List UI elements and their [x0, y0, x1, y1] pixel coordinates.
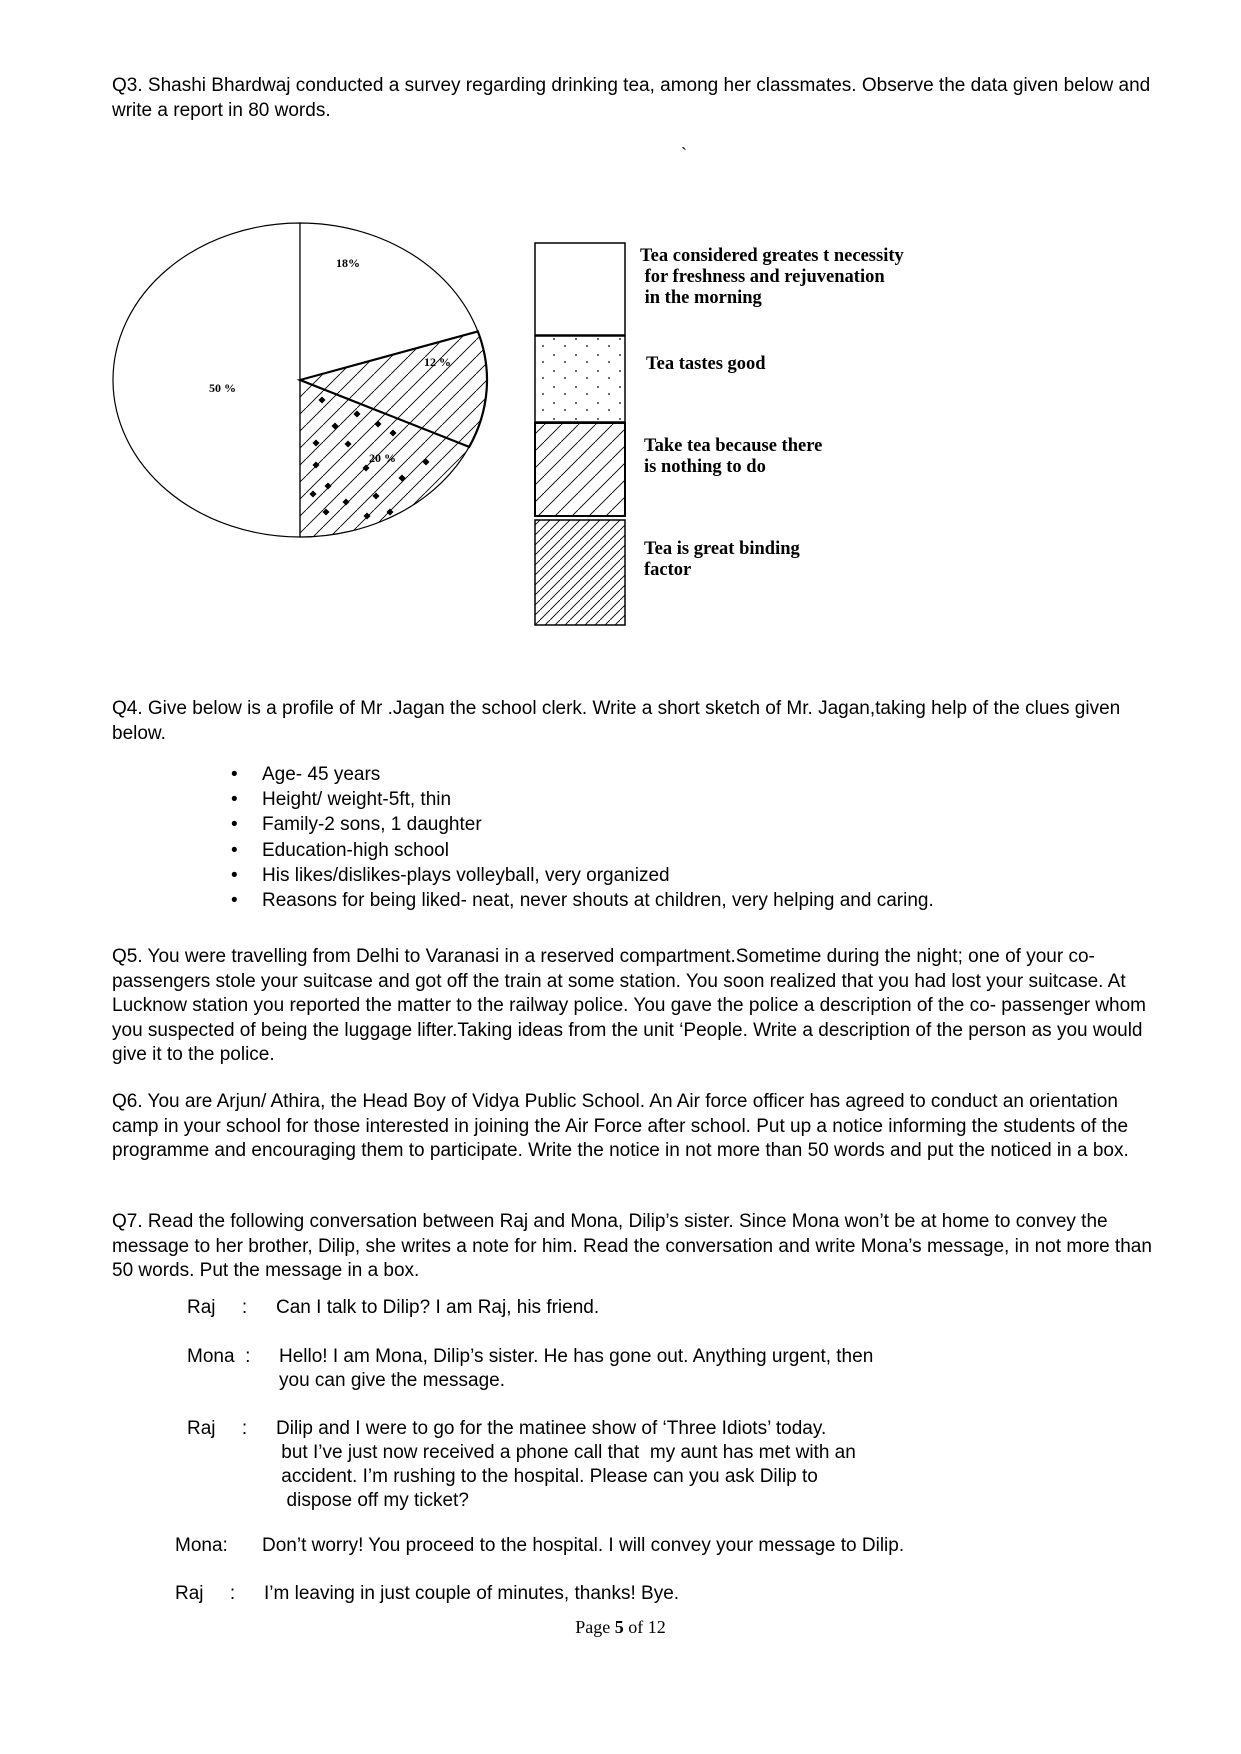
tea-survey-chart [0, 0, 1241, 700]
q6-text: Q6. You are Arjun/ Athira, the Head Boy of Vidya Public School. An Air force officer has agreed to conduct an orientation camp in your school for those interested in joining the Air Force after school. Put up a notice informing the students of the programme and encouraging them to participate. Write the notice in not more than 50 words and put the noticed in a box. [112, 1091, 1129, 1161]
dialogue-line: Don’t worry! You proceed to the hospital. I will convey your message to Dilip. [262, 1535, 905, 1556]
q7-text: Q7. Read the following conversation between Raj and Mona, Dilip’s sister. Since Mona won’t be at home to convey the message to her brother, Dilip, she writes a note for him. Read the conversation and write Mona’s message, in not more than 50 words. Put the message in a box. [112, 1211, 1152, 1281]
list-item: • Reasons for being liked- neat, never shouts at children, very helping and caring. [262, 888, 934, 913]
page-footer [0, 1617, 1241, 1638]
q5-text: Q5. You were travelling from Delhi to Varanasi in a reserved compartment.Sometime during the night; one of your co-passengers stole your suitcase and got off the train at some station. You soon realized that you had lost your suitcase. At Lucknow station you reported the matter to the railway police. You gave the police a description of the co- passenger whom you suspected of being the luggage lifter.Taking ideas from the unit ‘People. Write a description of the person as you would give it to the police. [112, 946, 1146, 1065]
profile-clues-list [262, 762, 934, 913]
q4-text: Q4. Give below is a profile of Mr .Jagan the school clerk. Write a short sketch of Mr. Jagan,taking help of the clues given below. [112, 698, 1121, 744]
legend-label-binding-factor: Tea is great binding factor [644, 539, 800, 580]
page-prefix: Page [575, 1617, 615, 1637]
pie-slice-label: 50 % [209, 381, 236, 395]
legend-box-binding-factor [535, 520, 625, 625]
legend-label-tastes-good: Tea tastes good [646, 354, 766, 374]
dialogue-speaker: Raj : [175, 1583, 236, 1604]
page-number: 5 [614, 1617, 624, 1637]
stray-mark: ` [681, 144, 687, 164]
dialogue-speaker: Raj : [187, 1297, 248, 1318]
list-item: • Family-2 sons, 1 daughter [262, 812, 934, 837]
dialogue-speaker: Mona : [187, 1346, 251, 1367]
list-item: • Education-high school [262, 838, 934, 863]
list-item: • Age- 45 years [262, 762, 934, 787]
list-item: • Height/ weight-5ft, thin [262, 787, 934, 812]
legend-box-morning [535, 243, 625, 335]
list-item: • His likes/dislikes-plays volleyball, very organized [262, 863, 934, 888]
dialogue-speaker: Mona: [175, 1535, 228, 1556]
dialogue-speaker: Raj : [187, 1418, 248, 1439]
dialogue-line: I’m leaving in just couple of minutes, thanks! Bye. [264, 1583, 680, 1604]
pie-slice-label: 12 % [424, 355, 451, 369]
dialogue-line: Dilip and I were to go for the matinee show of ‘Three Idiots’ today. but I’ve just now received a phone call that my aunt has met with an accident. I’m rushing to the hospital. Please can you ask Dilip to dispose off my ticket? [276, 1418, 856, 1511]
dialogue-line: Can I talk to Dilip? I am Raj, his friend. [276, 1297, 600, 1318]
legend-label-nothing-to-do: Take tea because there is nothing to do [644, 436, 823, 477]
page-suffix: of 12 [623, 1617, 666, 1637]
dialogue-line: Hello! I am Mona, Dilip’s sister. He has gone out. Anything urgent, then you can give the message. [279, 1346, 874, 1391]
pie-slice-label: 18% [336, 256, 360, 270]
legend-box-tastes-good [535, 336, 625, 422]
legend-box-nothing-to-do [535, 423, 625, 516]
pie-slice-morning [113, 223, 300, 537]
legend-label-morning: Tea considered greates t necessity for freshness and rejuvenation in the morning [640, 246, 904, 308]
q3-text: Q3. Shashi Bhardwaj conducted a survey regarding drinking tea, among her classmates. Observe the data given below and write a report in 80 words. [112, 75, 1151, 121]
pie-slice-label: 20 % [369, 451, 396, 465]
